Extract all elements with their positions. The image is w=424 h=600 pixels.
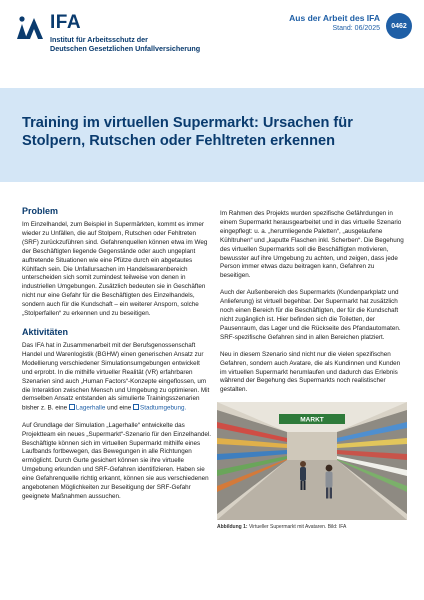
header [0, 0, 424, 88]
logo-text: IFA [50, 12, 82, 33]
external-link-icon [69, 404, 75, 410]
title-band [0, 88, 424, 182]
problem-paragraph: Im Einzelhandel, zum Beispiel in Supermärkten, kommt es immer wieder zu Unfällen, die auf Stolpern, Rutschen oder Fehltreten (SRF) zurückzuführen sind. Gefahrenquellen können etwa im Weg der Beschäftigten liegende Gegenstände oder auch ungeplant auftretende Situationen wie eine Pfütze durch ein abgetautes Kühlfach sein. Die Unfallursachen im Handelswarenbereich unterscheiden sich somit zumindest teilweise von denen in industriellen Umgebungen. Zusätzlich bedeuten sie in Geschäften nicht nur eine Gefahr für die Beschäftigten des Einzelhandels, sondern auch für die Kundschaft – ein weiterer Ansporn, solche „Stolperfallen“ zu erkennen und zu beseitigen. [22, 221, 208, 318]
problem-heading: Problem [22, 206, 59, 216]
aktivitaeten-connector: und eine [107, 404, 132, 412]
aktivitaeten-heading: Aktivitäten [22, 326, 69, 337]
stadtumgebung-link[interactable]: Stadtumgebung. [140, 404, 187, 412]
external-link-icon [133, 404, 139, 410]
right-paragraph-1: Im Rahmen des Projekts wurden spezifische Gefährdungen in einem Supermarkt herausgearbeitet und in das virtuelle Szenario eingepflegt: u. a. „herumliegende Paletten“, „ausgelaufene Kühltruhen“ und „kaputte Flaschen inkl. Scherben“. Die Begehung des virtuellen Supermarkts soll die Beschäftigten motivieren, bewusster auf ihre Umgebung zu achten, und zeigen, dass jede Person immer etwas dazu beitragen kann, Gefahren zu beseitigen. [220, 210, 404, 280]
figure-caption [217, 524, 407, 531]
organization-name [50, 35, 270, 53]
right-paragraph-3: Neu in diesem Szenario sind nicht nur die vielen spezifischen Gefahren, sondern auch Avatare, die als Kundinnen und Kunden im virtuellen Supermarkt herumlaufen und dadurch das Erlebnis während der Begehung des Supermarkts noch realistischer gestalten. [220, 350, 401, 394]
aktivitaeten-paragraph-2: Auf Grundlage der Simulation „Lagerhalle“ entwickelte das Projektteam ein neues „Supermarkt“-Szenario für den Einzelhandel. Beschäftigte können sich im virtuellen Supermarkt mithilfe eines Laufbands fortbewegen, das Bewegungen in alle Richtungen ermöglicht. Durch Gurte gesichert können sie ihre virtuelle Umgebung erkunden und SRF-Gefahren identifizieren. Haben sie eine Gefahrenquelle richtig erkannt, können sie aus verschiedenen angebotenen Möglichkeiten zur Beseitigung der SRF-Gefahr geeignete Maßnahmen aussuchen. [22, 421, 212, 500]
left-column [22, 206, 212, 510]
market-sign-text: MARKT [300, 416, 324, 424]
right-column [220, 210, 406, 403]
series-label: Aus der Arbeit des IFA [289, 13, 380, 23]
lagerhalle-link[interactable]: Lagerhalle [75, 404, 106, 412]
date-label: Stand: 06/2025 [332, 25, 380, 32]
organization-line-2: Deutschen Gesetzlichen Unfallversicherung [50, 44, 201, 53]
ifa-logo-icon [16, 14, 46, 40]
number-badge: 0462 [386, 13, 412, 39]
aktivitaeten-text: Das IFA hat in Zusammenarbeit mit der Berufsgenossenschaft Handel und Warenlogistik (BGHW) einen generischen Ansatz zur Modellierung verschiedener Simulationsumgebungen entwickelt und erprobt. In die mithilfe virtueller Realität (VR) erfahrbaren Szenarien sind auch „Human Factors“-Konzepte eingeflossen, um die Interaktion zwischen Mensch und Umgebung zu optimieren. Mit demselben Ansatz entstanden als simulierte Trainingsszenarien bisher z. B. eine [22, 341, 210, 412]
right-paragraph-2: Auch der Außenbereich des Supermarkts (Kundenparkplatz und Anlieferung) ist virtuell begehbar. Der Supermarkt hat zusätzlich noch einen Bereich für die Beschäftigten, der für die Kundschaft nicht zugänglich ist. Hier befinden sich die Toiletten, der Pausenraum, das Lager und die Rückseite des Pfandautomaten. SRF-spezifische Gefahren sind in allen Bereichen platziert. [220, 289, 401, 341]
virtual-supermarket-illustration [217, 402, 407, 520]
aktivitaeten-paragraph-1 [22, 342, 212, 414]
caption-label: Abbildung 1: [217, 524, 248, 530]
caption-text: Virtueller Supermarkt mit Avataren. Bild: IFA [248, 524, 347, 530]
supermarket-image [217, 402, 407, 520]
page-title: Training im virtuellen Supermarkt: Ursachen für Stolpern, Rutschen oder Fehltreten erkennen [22, 115, 353, 149]
organization-line-1: Institut für Arbeitsschutz der [50, 35, 148, 44]
